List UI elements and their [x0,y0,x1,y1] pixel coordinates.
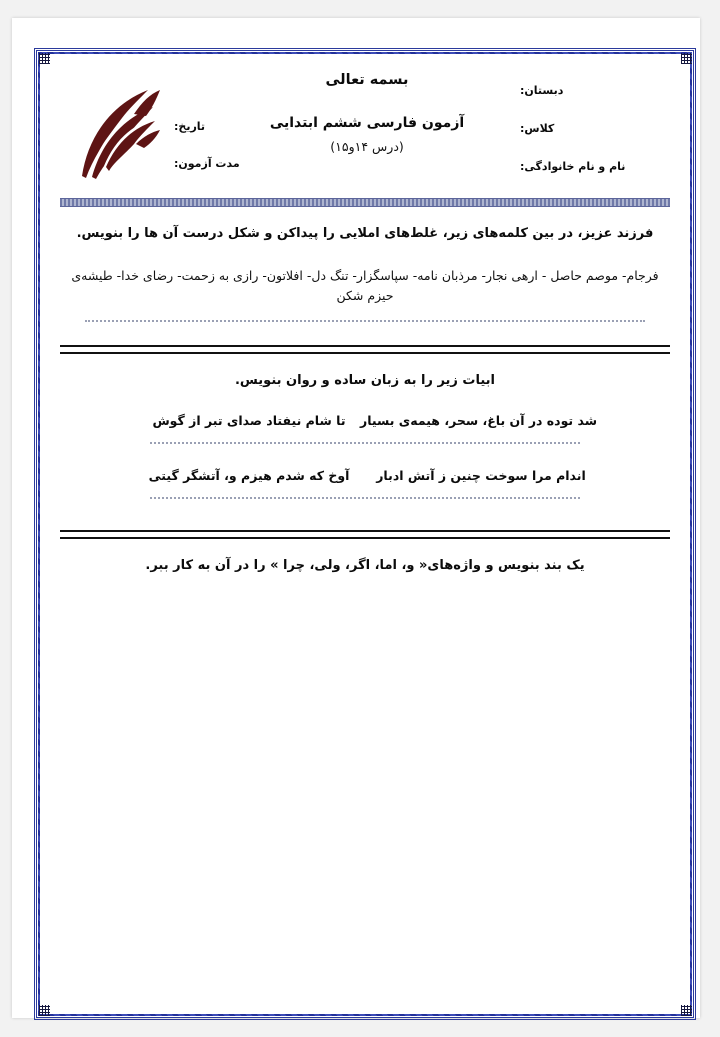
question-1 [60,224,670,323]
field-label-school: دبستان: [520,84,564,97]
verse-row-2 [60,468,670,483]
question-2 [60,371,670,501]
worksheet-header [60,68,670,196]
verse-1-first-hemistich: تا شام نیفتاد صدای تبر از گوش [152,413,346,428]
worksheet-paper [12,18,700,1018]
field-label-date: تاریخ: [174,120,206,133]
question-1-prompt: فرزند عزیز، در بین کلمه‌های زیر، غلط‌های املایی را پیداکن و شکل درست آن ها را بنویس. [76,226,654,241]
worksheet-content [46,60,684,1008]
header-exam-meta-fields [174,120,266,194]
question-3 [60,556,670,906]
verse-2-second-hemistich: اندام مرا سوخت چنین ز آتش ادبار [376,468,586,483]
bismillah-text: بسمه تعالی [325,72,409,88]
field-label-class: کلاس: [520,122,555,135]
exam-title: آزمون فارسی ششم ابتدایی [269,115,465,131]
section-separator-1 [60,345,670,354]
field-label-duration: مدت آزمون: [174,157,240,170]
question-3-prompt: یک بند بنویس و واژه‌های« و، اما، اگر، ولی، چرا » را در آن به کار ببر. [145,558,585,573]
exam-lesson-range: (درس ۱۴و۱۵) [330,139,404,154]
question-3-answer-area[interactable] [60,576,670,906]
header-center-block [242,72,492,154]
header-identity-fields [520,84,670,198]
section-separator-2 [60,530,670,539]
verse-2-first-hemistich: آوخ که شدم هیزم و، آتشگر گیتی [148,468,350,483]
question-1-word-list: فرجام- موصم حاصل - ارهی نجار- مرذبان نامه- سپاسگزار- تنگ دل- افلاتون- رازی به زحمت- رضای خدا- طیشه‌ی حیزم شکن [71,267,659,303]
header-separator-bar [60,198,670,207]
verse-1-second-hemistich: شد توده در آن باغ، سحر، هیمه‌ی بسیار [360,413,597,428]
verse-1-answer-line[interactable] [150,442,580,445]
school-wing-logo-icon [74,84,166,180]
question-2-prompt: ابیات زیر را به زبان ساده و روان بنویس. [234,372,496,388]
verse-row-1 [60,413,670,428]
field-label-fullname: نام و نام خانوادگی: [520,160,626,173]
